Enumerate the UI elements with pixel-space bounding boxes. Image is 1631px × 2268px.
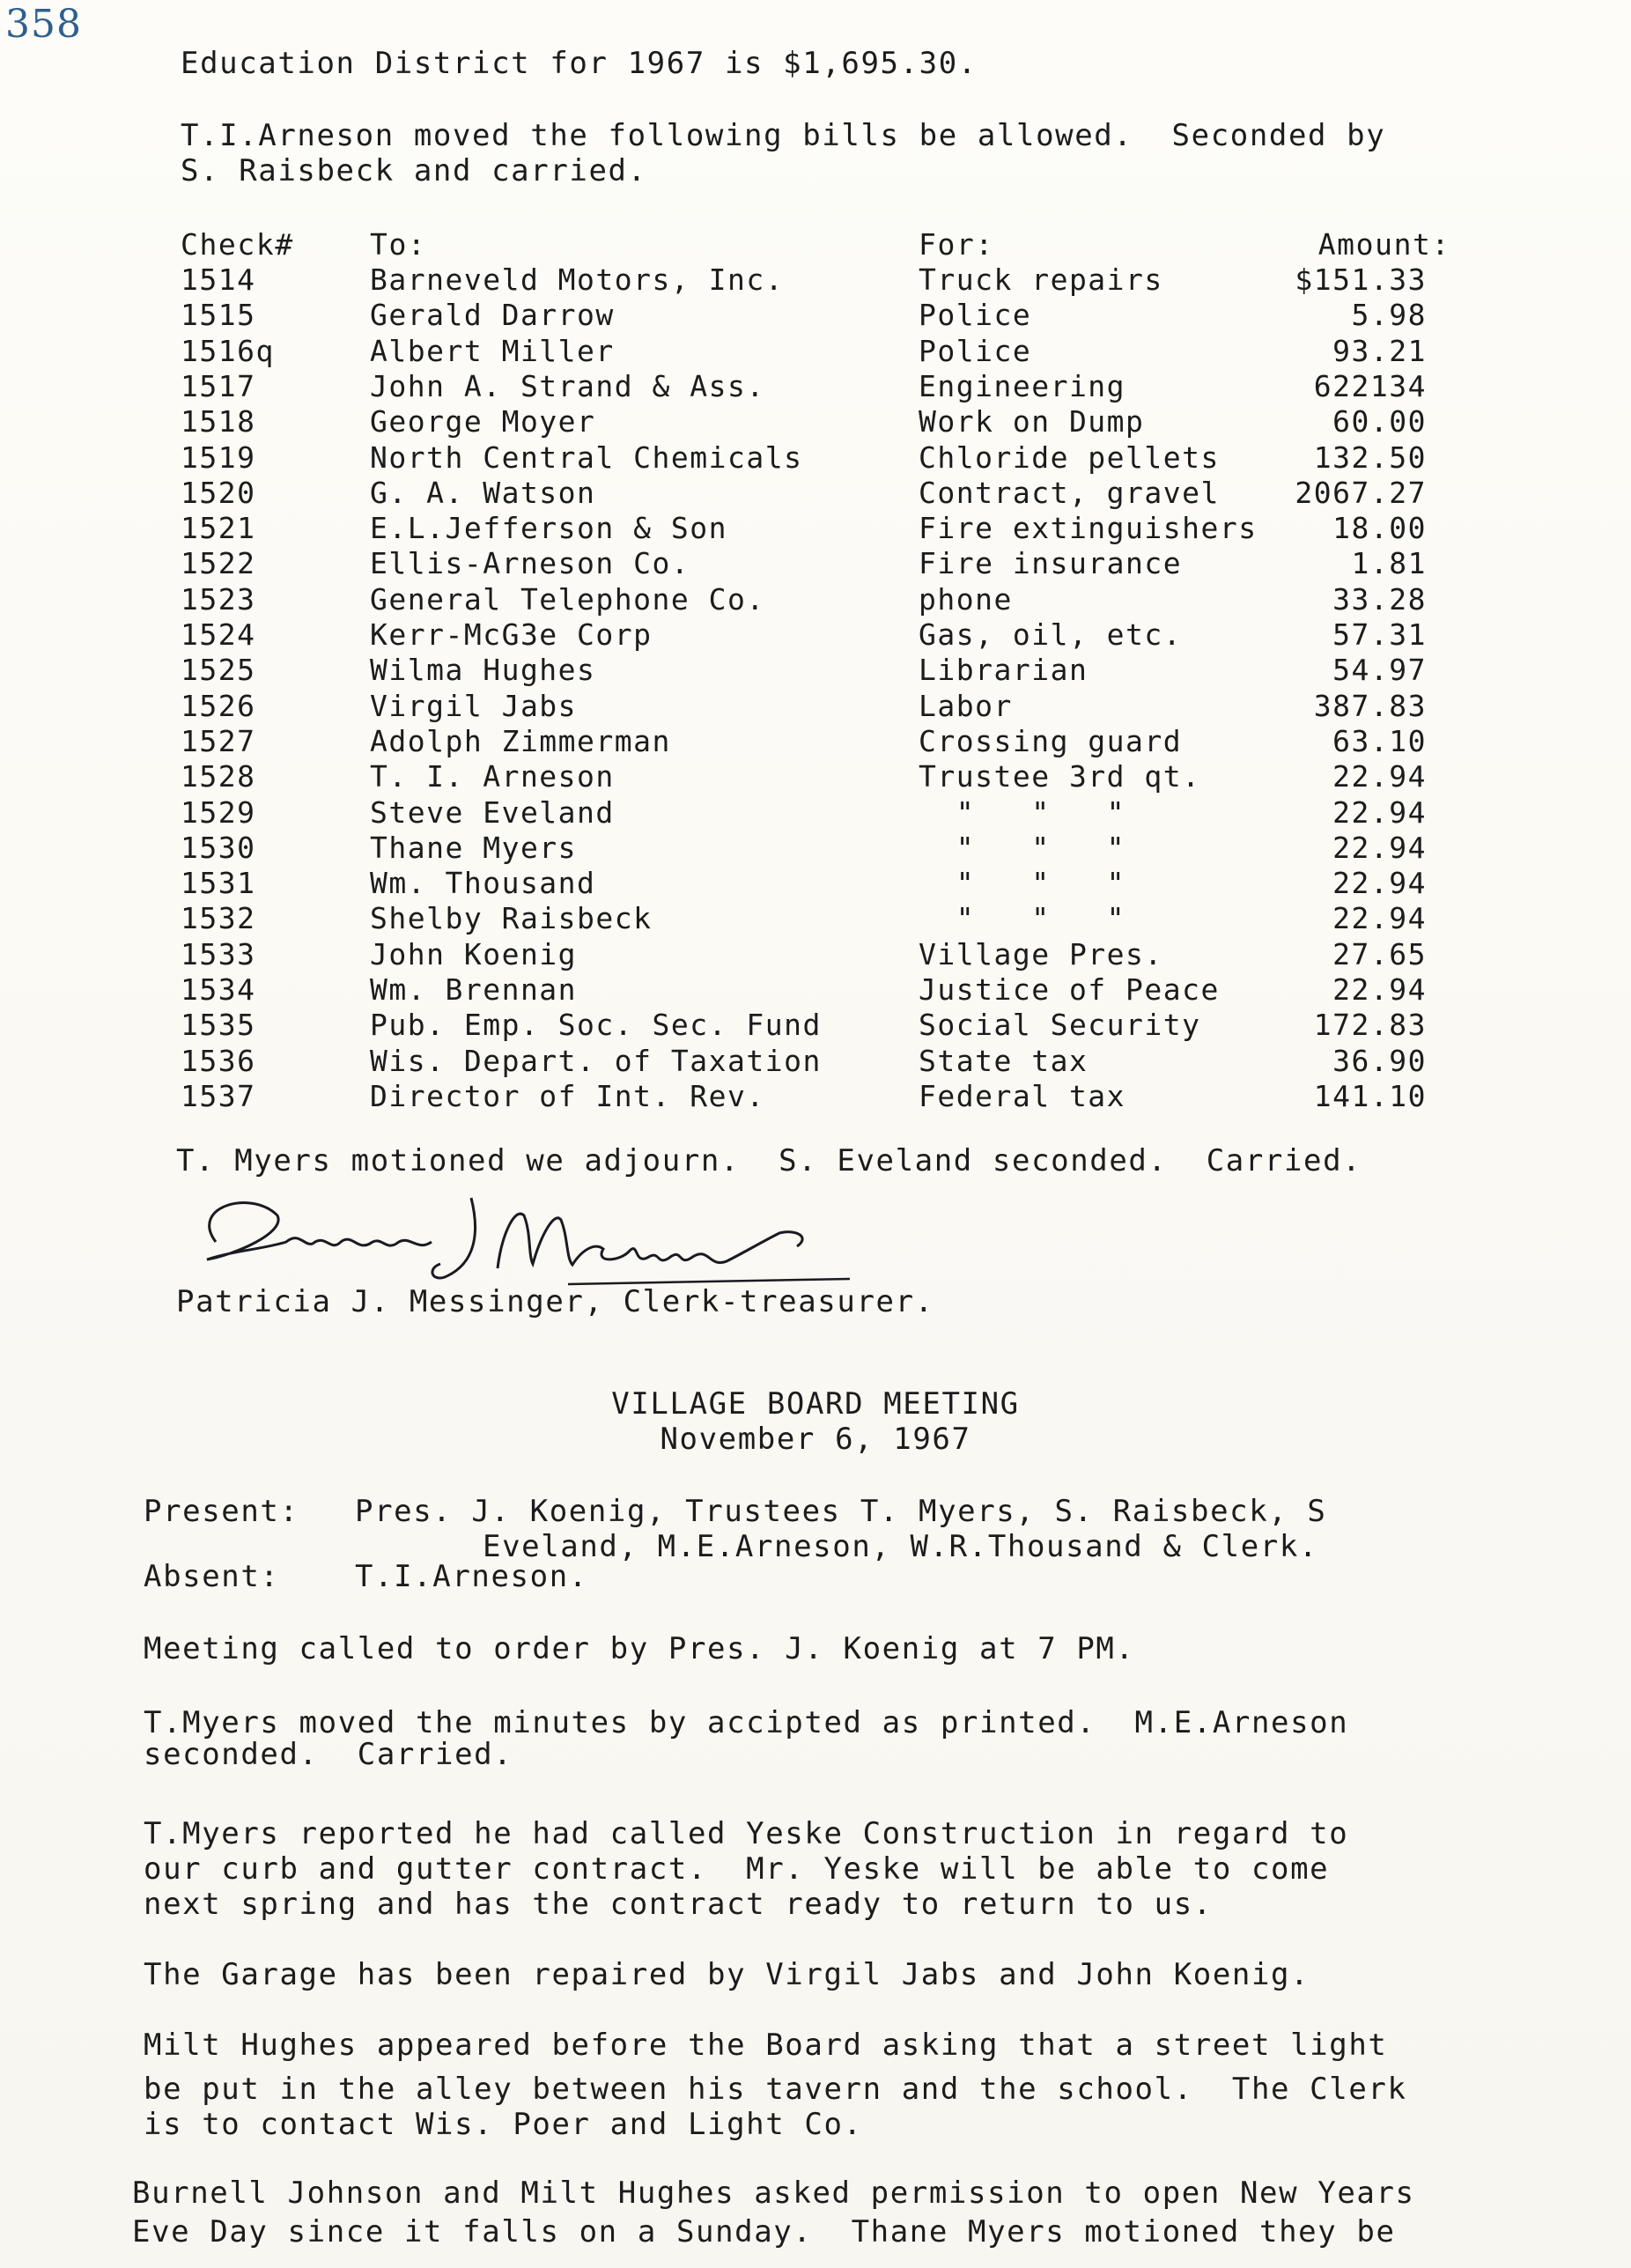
bill-row	[0, 511, 1631, 546]
bill-payee: George Moyer	[370, 404, 596, 440]
bill-check: 1518	[181, 404, 256, 440]
bill-row	[0, 334, 1631, 369]
bill-check: 1516q	[181, 333, 275, 368]
motion-bills-line-2: S. Raisbeck and carried.	[181, 153, 647, 188]
bill-check: 1524	[181, 617, 256, 652]
bill-purpose: Crossing guard	[919, 723, 1183, 758]
bill-purpose: Fire insurance	[919, 546, 1183, 581]
bill-amount: 63.10	[1332, 723, 1427, 758]
bill-check: 1527	[181, 723, 256, 758]
bill-payee: Thane Myers	[370, 830, 578, 865]
milt-line-2: be put in the alley between his tavern and the school. The Clerk	[144, 2072, 1407, 2107]
milt-line-1: Milt Hughes appeared before the Board asking that a street light	[144, 2028, 1388, 2063]
bill-amount: 132.50	[1313, 440, 1427, 475]
bill-purpose: State tax	[919, 1043, 1089, 1078]
absent-value: T.I.Arneson.	[355, 1559, 588, 1594]
bill-amount: 5.98	[1351, 298, 1427, 333]
bill-payee: General Telephone Co.	[370, 581, 765, 617]
garage-line: The Garage has been repaired by Virgil Jabs and John Koenig.	[144, 1957, 1310, 1992]
bill-amount: 172.83	[1313, 1008, 1427, 1043]
bill-row	[0, 866, 1631, 901]
bill-amount: 22.94	[1332, 972, 1427, 1007]
bill-amount: 22.94	[1332, 866, 1427, 901]
bill-purpose: Librarian	[919, 653, 1089, 688]
bill-check: 1517	[181, 368, 256, 403]
bill-purpose: Fire extinguishers	[919, 511, 1258, 546]
bill-row	[0, 582, 1631, 617]
bill-amount: 387.83	[1313, 688, 1427, 723]
yeske-line-1: T.Myers reported he had called Yeske Construction in regard to	[144, 1816, 1349, 1851]
bill-payee: Pub. Emp. Soc. Sec. Fund	[370, 1008, 822, 1043]
bill-check: 1536	[181, 1043, 256, 1078]
bill-row	[0, 476, 1631, 511]
yeske-line-3: next spring and has the contract ready to return to us.	[144, 1887, 1213, 1922]
intro-line: Education District for 1967 is $1,695.30.	[181, 46, 978, 81]
bill-purpose: Labor	[919, 688, 1013, 723]
bill-check: 1525	[181, 653, 256, 688]
bill-amount: 1.81	[1351, 546, 1427, 581]
meeting-date: November 6, 1967	[660, 1422, 971, 1457]
minutes-line-1: T.Myers moved the minutes by accipted as printed. M.E.Arneson	[144, 1705, 1349, 1740]
absent-label: Absent:	[144, 1559, 280, 1594]
bill-payee: Director of Int. Rev.	[370, 1078, 765, 1113]
bill-payee: Barneveld Motors, Inc.	[370, 262, 785, 297]
bill-check: 1515	[181, 298, 256, 333]
signature-image	[181, 1180, 885, 1295]
bill-payee: Ellis-Arneson Co.	[370, 546, 690, 581]
bill-amount: 22.94	[1332, 759, 1427, 794]
bill-payee: North Central Chemicals	[370, 440, 803, 475]
bill-purpose: Village Pres.	[919, 936, 1163, 971]
bills-header-row	[0, 227, 1631, 262]
bill-purpose: Contract, gravel	[919, 475, 1220, 510]
bill-purpose: " " "	[919, 901, 1126, 936]
present-line-1: Pres. J. Koenig, Trustees T. Myers, S. Raisbeck, S	[355, 1494, 1327, 1529]
bill-check: 1519	[181, 440, 256, 475]
bill-payee: Virgil Jabs	[370, 688, 578, 723]
motion-bills-line-1: T.I.Arneson moved the following bills be allowed. Seconded by	[181, 118, 1386, 153]
bill-check: 1521	[181, 511, 256, 546]
page-number: 358	[5, 2, 82, 47]
bill-row	[0, 1079, 1631, 1114]
burnell-line-2: Eve Day since it falls on a Sunday. Thane Myers motioned they be	[132, 2214, 1396, 2250]
present-label: Present:	[144, 1494, 299, 1529]
bill-amount: 22.94	[1332, 830, 1427, 865]
bill-check: 1528	[181, 759, 256, 794]
bill-payee: T. I. Arneson	[370, 759, 615, 794]
bill-payee: E.L.Jefferson & Son	[370, 511, 727, 546]
bill-check: 1532	[181, 901, 256, 936]
bill-check: 1537	[181, 1078, 256, 1113]
bill-payee: Wm. Thousand	[370, 866, 596, 901]
bill-amount: 27.65	[1332, 936, 1427, 971]
bill-payee: Albert Miller	[370, 333, 615, 368]
bill-purpose: " " "	[919, 794, 1126, 830]
bill-row	[0, 1008, 1631, 1043]
bill-check: 1526	[181, 688, 256, 723]
header-for: For:	[919, 227, 994, 262]
milt-line-3: is to contact Wis. Poer and Light Co.	[144, 2107, 863, 2142]
bill-row	[0, 972, 1631, 1008]
yeske-line-2: our curb and gutter contract. Mr. Yeske will be able to come	[144, 1851, 1330, 1887]
bill-payee: Steve Eveland	[370, 794, 615, 830]
bill-amount: 622134	[1313, 368, 1427, 403]
bill-purpose: Gas, oil, etc.	[919, 617, 1183, 652]
header-amount: Amount:	[1317, 227, 1450, 262]
called-to-order: Meeting called to order by Pres. J. Koenig at 7 PM.	[144, 1631, 1135, 1666]
present-line-2: Eveland, M.E.Arneson, W.R.Thousand & Clerk.	[483, 1529, 1318, 1564]
bill-amount: 18.00	[1332, 511, 1427, 546]
bill-row	[0, 546, 1631, 581]
bill-row	[0, 937, 1631, 972]
bill-purpose: Justice of Peace	[919, 972, 1220, 1007]
bill-row	[0, 298, 1631, 333]
bill-row	[0, 759, 1631, 794]
bill-check: 1529	[181, 794, 256, 830]
bill-row	[0, 689, 1631, 724]
bill-purpose: Police	[919, 298, 1032, 333]
bill-amount: 36.90	[1332, 1043, 1427, 1078]
bill-purpose: Chloride pellets	[919, 440, 1220, 475]
bill-purpose: Work on Dump	[919, 404, 1145, 440]
bill-amount: $151.33	[1295, 262, 1427, 297]
bill-amount: 60.00	[1332, 404, 1427, 440]
bill-purpose: Engineering	[919, 368, 1126, 403]
bill-amount: 93.21	[1332, 333, 1427, 368]
adjourn-line: T. Myers motioned we adjourn. S. Eveland seconded. Carried.	[176, 1143, 1362, 1178]
bill-row	[0, 262, 1631, 298]
header-to: To:	[370, 227, 427, 262]
bill-check: 1533	[181, 936, 256, 971]
bill-payee: Wilma Hughes	[370, 653, 596, 688]
signature-caption: Patricia J. Messinger, Clerk-treasurer.	[176, 1284, 934, 1319]
bill-payee: Gerald Darrow	[370, 298, 615, 333]
bill-row	[0, 901, 1631, 936]
bill-check: 1523	[181, 581, 256, 617]
bill-amount: 57.31	[1332, 617, 1427, 652]
bill-row	[0, 724, 1631, 759]
bill-check: 1520	[181, 475, 256, 510]
bill-purpose: Federal tax	[919, 1078, 1126, 1113]
bill-payee: G. A. Watson	[370, 475, 596, 510]
bill-amount: 22.94	[1332, 901, 1427, 936]
bill-row	[0, 831, 1631, 866]
meeting-title: VILLAGE BOARD MEETING	[611, 1386, 1020, 1422]
bill-purpose: Police	[919, 333, 1032, 368]
bill-row	[0, 795, 1631, 831]
bill-row	[0, 440, 1631, 476]
bill-check: 1522	[181, 546, 256, 581]
bill-amount: 33.28	[1332, 581, 1427, 617]
bill-payee: Shelby Raisbeck	[370, 901, 653, 936]
bill-row	[0, 653, 1631, 688]
bill-amount: 2067.27	[1295, 475, 1427, 510]
bill-purpose: phone	[919, 581, 1013, 617]
bill-amount: 54.97	[1332, 653, 1427, 688]
bill-purpose: Social Security	[919, 1008, 1201, 1043]
bill-check: 1534	[181, 972, 256, 1007]
bill-check: 1531	[181, 866, 256, 901]
bill-payee: John A. Strand & Ass.	[370, 368, 765, 403]
bill-purpose: " " "	[919, 866, 1126, 901]
bill-payee: Wis. Depart. of Taxation	[370, 1043, 822, 1078]
bill-payee: Kerr-McG3e Corp	[370, 617, 653, 652]
bill-check: 1535	[181, 1008, 256, 1043]
bill-row	[0, 1044, 1631, 1079]
bill-purpose: " " "	[919, 830, 1126, 865]
bill-check: 1514	[181, 262, 256, 297]
bill-amount: 141.10	[1313, 1078, 1427, 1113]
bill-payee: John Koenig	[370, 936, 578, 971]
bill-row	[0, 617, 1631, 653]
burnell-line-1: Burnell Johnson and Milt Hughes asked permission to open New Years	[132, 2176, 1415, 2211]
bill-purpose: Truck repairs	[919, 262, 1163, 297]
bill-amount: 22.94	[1332, 794, 1427, 830]
bill-payee: Wm. Brennan	[370, 972, 578, 1007]
minutes-line-2: seconded. Carried.	[144, 1737, 513, 1772]
header-check: Check#	[181, 227, 294, 262]
bill-purpose: Trustee 3rd qt.	[919, 759, 1201, 794]
bill-check: 1530	[181, 830, 256, 865]
bill-row	[0, 404, 1631, 440]
bill-payee: Adolph Zimmerman	[370, 723, 671, 758]
bill-row	[0, 369, 1631, 404]
